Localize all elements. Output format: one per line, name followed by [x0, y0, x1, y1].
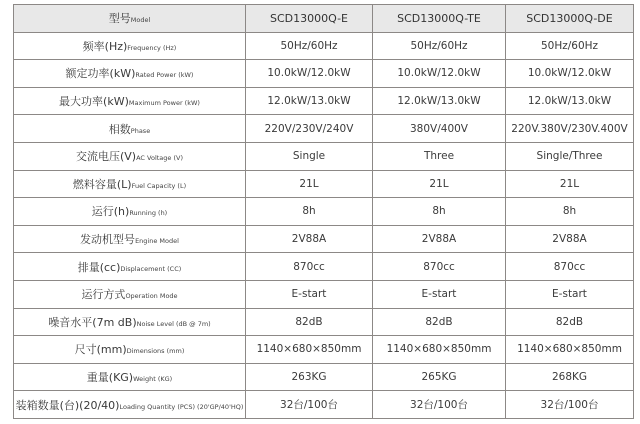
row-label-cell	[14, 115, 246, 143]
value-cell: 265KG	[373, 363, 506, 391]
row-label-en: Rated Power (kW)	[135, 71, 194, 80]
table-row	[14, 363, 634, 391]
header-model-3: SCD13000Q-DE	[506, 5, 634, 33]
row-label-cn: 运行(h)	[91, 205, 130, 219]
table-row	[14, 280, 634, 308]
header-model-1: SCD13000Q-E	[246, 5, 373, 33]
value-cell: 12.0kW/13.0kW	[506, 87, 634, 115]
table-row	[14, 87, 634, 115]
row-label-en: Dimensions (mm)	[126, 347, 185, 356]
row-label-cn: 噪音水平(7m dB)	[48, 315, 137, 329]
spec-table	[13, 4, 634, 419]
value-cell: Three	[373, 142, 506, 170]
row-label-cell	[14, 280, 246, 308]
table-row	[14, 253, 634, 281]
row-label-cell	[14, 253, 246, 281]
row-label-en: Frequency (Hz)	[127, 43, 177, 52]
header-label-en: Model	[130, 16, 151, 25]
row-label-en: Noise Level (dB @ 7m)	[136, 319, 211, 328]
header-model-2: SCD13000Q-TE	[373, 5, 506, 33]
value-cell: 50Hz/60Hz	[246, 32, 373, 60]
row-label-cn: 频率(Hz)	[82, 39, 128, 53]
value-cell: Single/Three	[506, 142, 634, 170]
value-cell: 220V/230V/240V	[246, 115, 373, 143]
value-cell: E-start	[506, 280, 634, 308]
value-cell: 10.0kW/12.0kW	[373, 60, 506, 88]
table-row	[14, 115, 634, 143]
value-cell: 82dB	[373, 308, 506, 336]
value-cell: 12.0kW/13.0kW	[246, 87, 373, 115]
spec-table-body	[14, 5, 634, 419]
row-label-cn: 发动机型号	[80, 233, 136, 247]
value-cell: 82dB	[506, 308, 634, 336]
table-row	[14, 60, 634, 88]
row-label-cn: 相数	[108, 122, 131, 136]
row-label-en: Weight (KG)	[133, 375, 173, 384]
row-label-cell	[14, 170, 246, 198]
value-cell: 82dB	[246, 308, 373, 336]
row-label-cell	[14, 60, 246, 88]
value-cell: 21L	[506, 170, 634, 198]
row-label-cn: 运行方式	[81, 288, 126, 302]
value-cell: 10.0kW/12.0kW	[506, 60, 634, 88]
value-cell: 32台/100台	[246, 391, 373, 419]
value-cell: 263KG	[246, 363, 373, 391]
row-label-cn: 最大功率(kW)	[59, 95, 129, 109]
row-label-cell	[14, 225, 246, 253]
value-cell: 2V88A	[373, 225, 506, 253]
value-cell: 220V.380V/230V.400V	[506, 115, 634, 143]
row-label-en: Loading Quantity (PCS) (20'GP/40'HQ)	[119, 402, 244, 411]
table-row	[14, 198, 634, 226]
value-cell: 1140×680×850mm	[373, 336, 506, 364]
value-cell: 1140×680×850mm	[506, 336, 634, 364]
value-cell: 32台/100台	[506, 391, 634, 419]
row-label-cn: 交流电压(V)	[75, 150, 137, 164]
row-label-cell	[14, 363, 246, 391]
table-row	[14, 336, 634, 364]
value-cell: 268KG	[506, 363, 634, 391]
row-label-en: Displacement (CC)	[120, 264, 182, 273]
table-row	[14, 225, 634, 253]
value-cell: 8h	[246, 198, 373, 226]
value-cell: 32台/100台	[373, 391, 506, 419]
row-label-en: Phase	[130, 126, 151, 135]
table-row	[14, 32, 634, 60]
value-cell: E-start	[246, 280, 373, 308]
row-label-cn: 重量(KG)	[86, 371, 134, 385]
row-label-en: Fuel Capacity (L)	[131, 181, 187, 190]
row-label-en: Operation Mode	[125, 292, 178, 301]
value-cell: 380V/400V	[373, 115, 506, 143]
value-cell: 50Hz/60Hz	[373, 32, 506, 60]
row-label-cell	[14, 142, 246, 170]
table-row	[14, 391, 634, 419]
row-label-en: AC Voltage (V)	[136, 154, 183, 163]
row-label-cell	[14, 87, 246, 115]
header-row	[14, 5, 634, 33]
row-label-cn: 装箱数量(台)(20/40)	[15, 398, 120, 412]
row-label-cn: 燃料容量(L)	[72, 177, 132, 191]
value-cell: 870cc	[506, 253, 634, 281]
row-label-cell	[14, 336, 246, 364]
row-label-cn: 排量(cc)	[77, 260, 121, 274]
row-label-cell	[14, 32, 246, 60]
header-label-cn: 型号	[108, 12, 131, 26]
row-label-cell	[14, 308, 246, 336]
header-label-cell	[14, 5, 246, 33]
row-label-cn: 额定功率(kW)	[65, 67, 136, 81]
value-cell: 21L	[373, 170, 506, 198]
row-label-cell	[14, 391, 246, 419]
row-label-en: Running (h)	[129, 209, 168, 218]
value-cell: 2V88A	[246, 225, 373, 253]
value-cell: E-start	[373, 280, 506, 308]
table-row	[14, 142, 634, 170]
value-cell: 12.0kW/13.0kW	[373, 87, 506, 115]
table-row	[14, 170, 634, 198]
value-cell: 8h	[506, 198, 634, 226]
value-cell: 10.0kW/12.0kW	[246, 60, 373, 88]
row-label-en: Maximum Power (kW)	[128, 99, 200, 108]
value-cell: 50Hz/60Hz	[506, 32, 634, 60]
row-label-cn: 尺寸(mm)	[74, 343, 127, 357]
value-cell: 870cc	[373, 253, 506, 281]
value-cell: Single	[246, 142, 373, 170]
row-label-en: Engine Model	[135, 237, 179, 246]
value-cell: 2V88A	[506, 225, 634, 253]
value-cell: 870cc	[246, 253, 373, 281]
value-cell: 21L	[246, 170, 373, 198]
value-cell: 1140×680×850mm	[246, 336, 373, 364]
value-cell: 8h	[373, 198, 506, 226]
table-row	[14, 308, 634, 336]
row-label-cell	[14, 198, 246, 226]
